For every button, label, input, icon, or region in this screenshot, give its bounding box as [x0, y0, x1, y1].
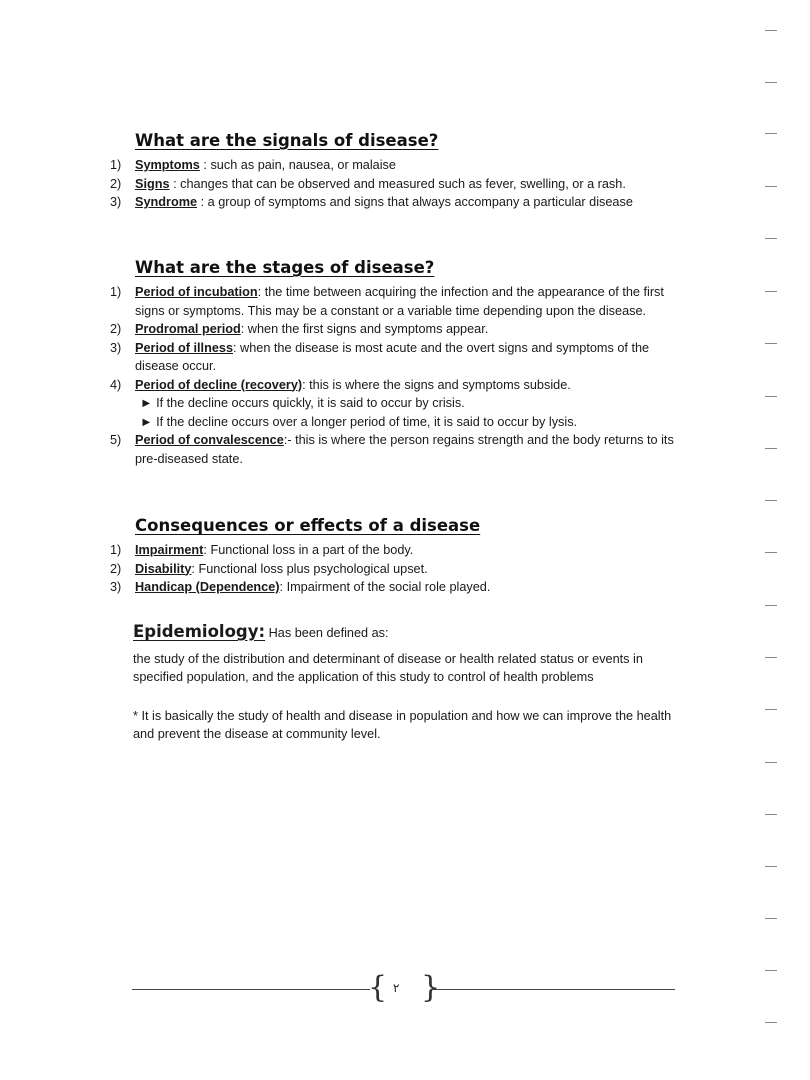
epidemiology-note: * It is basically the study of health and disease in population and how we can improve the health and prevent the disease at community level. [133, 709, 672, 741]
page-number: ٢ [393, 981, 400, 995]
footer-close-bracket: } [421, 970, 441, 1005]
scan-edge-mark [765, 186, 777, 187]
footer-open-bracket: { [368, 970, 388, 1005]
scan-edge-mark [765, 343, 777, 344]
scan-edge-mark [765, 238, 777, 239]
stages-list [108, 283, 683, 468]
list-item: 3) Syndrome : a group of symptoms and signs that always accompany a particular disease [110, 195, 633, 209]
scan-edge-mark [765, 291, 777, 292]
list-item: 1) Symptoms : such as pain, nausea, or malaise [110, 158, 396, 172]
scan-edge-mark [765, 500, 777, 501]
scan-edge-mark [765, 970, 777, 971]
scan-edge-mark [765, 82, 777, 83]
list-item: 3) Period of illness: when the disease is most acute and the overt signs and symptoms of the disease occur. [110, 340, 650, 373]
scan-edge-mark [765, 814, 777, 815]
stages-heading: What are the stages of disease? [135, 258, 435, 277]
scan-edge-mark [765, 133, 777, 134]
term: Period of incubation [135, 285, 258, 299]
footer-rule-left [132, 989, 370, 990]
term: Period of decline (recovery) [135, 377, 303, 392]
epidemiology-definition: the study of the distribution and determinant of disease or health related status or events in specified population, and the application of this study to control of health problems [133, 652, 643, 684]
signals-heading: What are the signals of disease? [135, 131, 439, 150]
scan-edge-mark [765, 657, 777, 658]
scan-edge-mark [765, 552, 777, 553]
list-item: 2) Prodromal period: when the first signs and symptoms appear. [110, 322, 489, 336]
scan-edge-mark [765, 448, 777, 449]
decline-crisis-note: ► If the decline occurs quickly, it is said to occur by crisis. [140, 396, 465, 410]
scan-edge-mark [765, 605, 777, 606]
epidemiology-heading-tail: Has been defined as: [265, 626, 389, 640]
term: Prodromal period [135, 322, 241, 336]
list-item: 4) Period of decline (recovery): this is where the signs and symptoms subside. ► If the decline occurs quickly, it is said to occur by crisis. ► If the decline occurs over a longer period of time, it is said to occur by lysis. [108, 376, 683, 432]
scan-edge-mark [765, 396, 777, 397]
list-item: 3) Handicap (Dependence): Impairment of the social role played. [110, 580, 491, 594]
term: Handicap (Dependence) [135, 580, 280, 594]
term: Period of illness [135, 340, 233, 355]
epidemiology-heading-line [133, 623, 693, 643]
list-item: 2) Signs : changes that can be observed and measured such as fever, swelling, or a rash. [110, 176, 626, 191]
scan-edge-mark [765, 30, 777, 31]
list-item: 5) Period of convalescence:- this is where the person regains strength and the body returns to its pre-diseased state. [110, 433, 674, 466]
consequences-list [108, 541, 683, 597]
footer-rule-right [432, 989, 675, 990]
consequences-heading: Consequences or effects of a disease [135, 516, 481, 535]
scan-edge-mark [765, 1022, 777, 1023]
term: Impairment [135, 543, 204, 557]
term: Signs [135, 176, 170, 191]
signals-list [108, 156, 683, 212]
epidemiology-heading: Epidemiology: [133, 622, 266, 641]
term: Period of convalescence [135, 433, 284, 447]
list-item: 1) Period of incubation: the time between acquiring the infection and the appearance of the first signs or symptoms. This may be a constant or a variable time depending upon the disease. [110, 285, 664, 318]
term: Disability [135, 561, 192, 576]
scan-edge-mark [765, 918, 777, 919]
list-item: 2) Disability: Functional loss plus psychological upset. [110, 561, 428, 576]
term: Symptoms [135, 158, 200, 172]
scan-edge-mark [765, 762, 777, 763]
decline-lysis-note: ► If the decline occurs over a longer period of time, it is said to occur by lysis. [140, 414, 578, 429]
scan-edge-mark [765, 709, 777, 710]
scan-edge-mark [765, 866, 777, 867]
list-item: 1) Impairment: Functional loss in a part of the body. [110, 543, 414, 557]
term: Syndrome [135, 195, 198, 209]
